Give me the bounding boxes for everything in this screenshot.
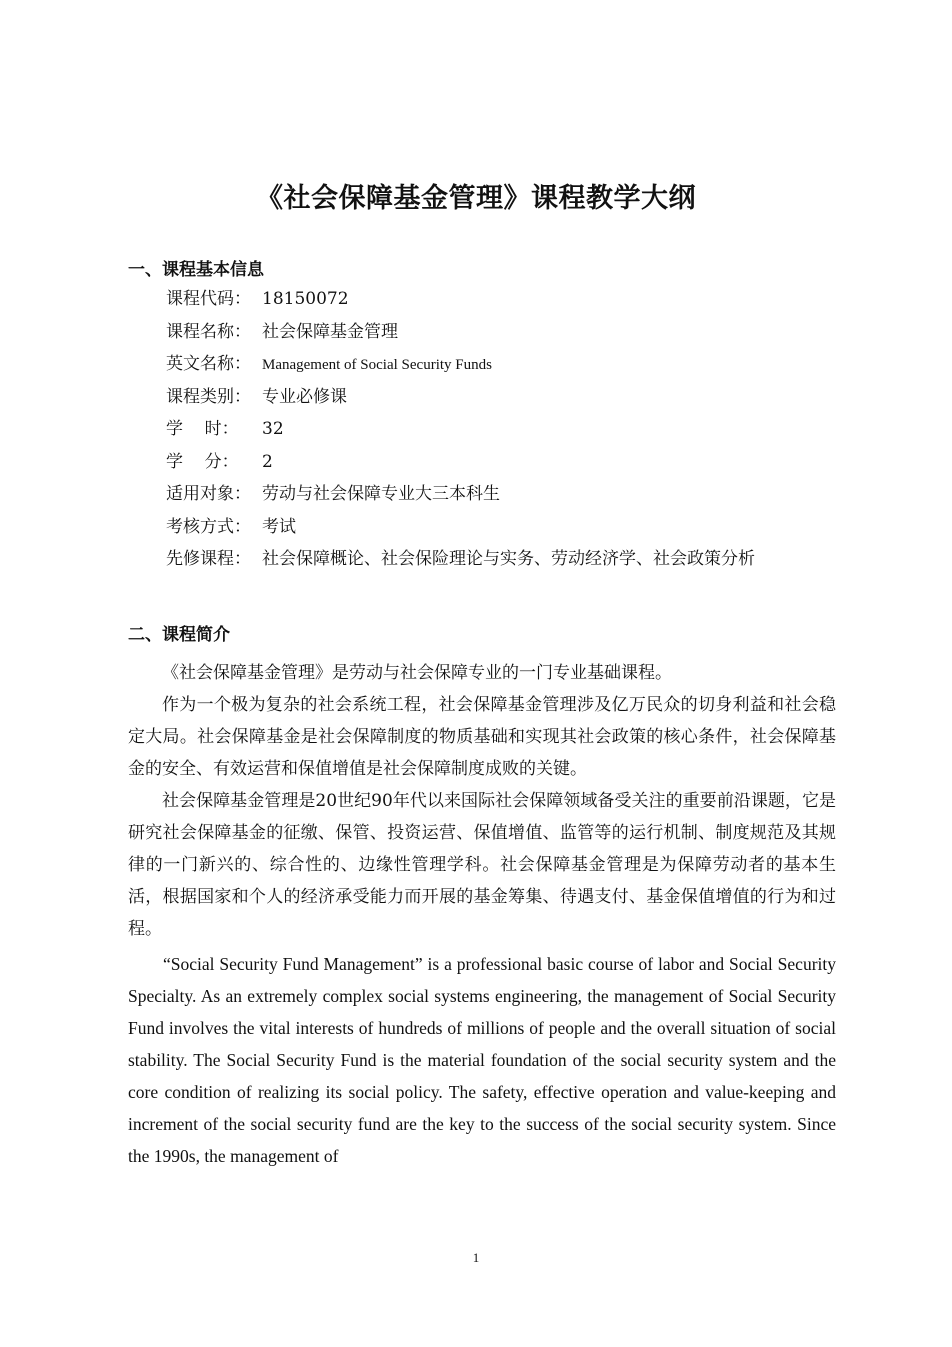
course-intro-body <box>128 657 836 945</box>
course-code-value: 18150072 <box>262 289 349 309</box>
course-info-row <box>166 416 755 449</box>
target-students-label: 适用对象： <box>166 484 251 504</box>
intro-paragraph: 社会保障基金管理是20世纪90年代以来国际社会保障领域备受关注的重要前沿课题，它是研究社会保障基金的征缴、保管、投资运营、保值增值、监管等的运行机制、制度规范及其规律的一门新兴的、综合性的、边缘性管理学科。社会保障基金管理是为保障劳动者的基本生活，根据国家和个人的经济承受能力而开展的基金筹集、待遇支付、基金保值增值的行为和过程。 <box>128 791 836 939</box>
page-number: 1 <box>472 1250 480 1265</box>
course-info-list <box>166 286 755 579</box>
credits-label: 学 分： <box>166 451 239 472</box>
section-heading-course-intro: 二、课程简介 <box>128 625 230 645</box>
assessment-method-label: 考核方式： <box>166 516 251 537</box>
course-code-label: 课程代码： <box>166 289 251 309</box>
course-info-row <box>166 286 755 319</box>
course-name-label: 课程名称： <box>166 321 251 342</box>
document-title: 《社会保障基金管理》课程教学大纲 <box>256 183 696 214</box>
intro-paragraph: 作为一个极为复杂的社会系统工程，社会保障基金管理涉及亿万民众的切身利益和社会稳定大局。社会保障基金是社会保障制度的物质基础和实现其社会政策的核心条件，社会保障基金的安全、有效运营和保值增值是社会保障制度成败的关键。 <box>128 695 836 779</box>
prerequisites-label: 先修课程： <box>166 549 251 569</box>
course-category-label: 课程类别： <box>166 386 251 407</box>
english-name-value: Management of Social Security Funds <box>262 357 492 373</box>
class-hours-label: 学 时： <box>166 419 239 439</box>
course-info-row <box>166 514 755 547</box>
intro-paragraph: 《社会保障基金管理》是劳动与社会保障专业的一门专业基础课程。 <box>162 663 672 683</box>
class-hours-value: 32 <box>262 419 284 439</box>
target-students-value: 劳动与社会保障专业大三本科生 <box>262 484 500 504</box>
course-name-value: 社会保障基金管理 <box>262 321 398 342</box>
course-info-row <box>166 481 755 514</box>
course-info-row <box>166 546 755 579</box>
course-info-row <box>166 319 755 352</box>
section-heading-basic-info: 一、课程基本信息 <box>128 260 264 280</box>
english-intro-paragraph: “Social Security Fund Management” is a professional basic course of labor and Social Security Specialty. As an extremely complex social systems engineering, the management of Social Security Fund involves the vital interests of hundreds of millions of people and the overall situation of social stability. The Social Security Fund is the material foundation of the social security system and the core condition of realizing its social policy. The safety, effective operation and value-keeping and increment of the social security fund are the key to the success of the social security system. Since the 1990s, the management of <box>128 954 836 1166</box>
course-category-value: 专业必修课 <box>262 386 347 407</box>
course-info-row <box>166 384 755 417</box>
course-info-row <box>166 351 755 384</box>
english-name-label: 英文名称： <box>166 354 251 374</box>
course-info-row <box>166 449 755 482</box>
prerequisites-value: 社会保障概论、社会保险理论与实务、劳动经济学、社会政策分析 <box>262 549 755 569</box>
assessment-method-value: 考试 <box>262 516 296 537</box>
credits-value: 2 <box>262 451 273 472</box>
